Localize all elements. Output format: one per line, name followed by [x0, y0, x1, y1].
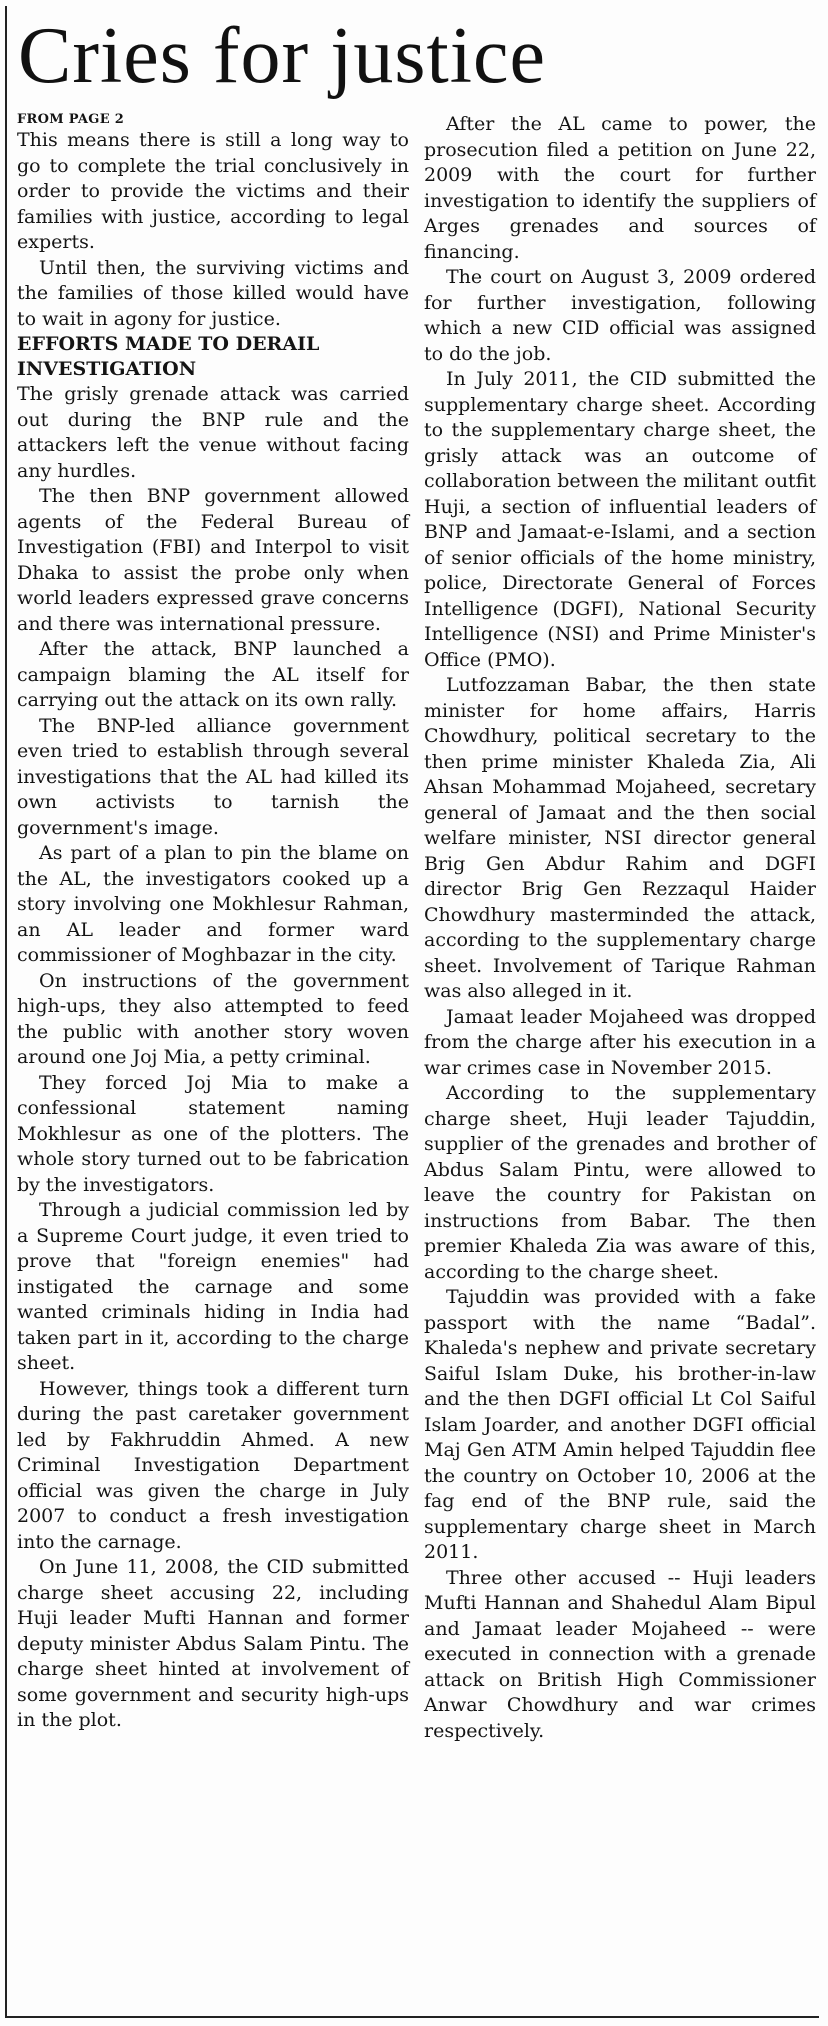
paragraph: After the attack, BNP launched a campaign blaming the AL itself for carrying out the attack on its own rally. — [17, 638, 409, 711]
headline: Cries for justice — [18, 12, 546, 100]
paragraph: Jamaat leader Mojaheed was dropped from the charge after his execution in a war crimes case in November 2015. — [424, 1005, 816, 1079]
paragraph: They forced Joj Mia to make a confessional statement naming Mokhlesur as one of the plotters. The whole story turned out to be fabrication by the investigators. — [17, 1071, 409, 1196]
paragraph: The BNP-led alliance government even tried to establish through several investigations that the AL had killed its own activists to tarnish the government's image. — [17, 714, 409, 839]
paragraph: However, things took a different turn during the past caretaker government led by Fakhruddin Ahmed. A new Criminal Investigation Department official was given the charge in July 2007 to conduct a fresh investigation into the carnage. — [17, 1377, 409, 1553]
paragraph: The then BNP government allowed agents of the Federal Bureau of Investigation (FBI) and Interpol to visit Dhaka to assist the probe only when world leaders expressed grave concerns and there was international pressure. — [17, 485, 409, 635]
continuation-label: FROM PAGE 2 — [17, 112, 125, 127]
paragraph: In July 2011, the CID submitted the supplementary charge sheet. According to the supplementary charge sheet, the grisly attack was an outcome of collaboration between the militant outfit Huji, a section of influential leaders of BNP and Jamaat-e-Islami, and a section of senior officials of the home ministry, police, Directorate General of Forces Intelligence (DGFI), National Security Intelligence (NSI) and Prime Minister's Office (PMO). — [424, 368, 816, 671]
paragraph: Tajuddin was provided with a fake passport with the name “Badal”. Khaleda's nephew and private secretary Saiful Islam Duke, his brother-in-law and the then DGFI official Lt Col Saiful Islam Joarder, and another DGFI official Maj Gen ATM Amin helped Tajuddin flee the country on October 10, 2006 at the fag end of the BNP rule, said the supplementary charge sheet in March 2011. — [424, 1286, 816, 1563]
paragraph: On instructions of the government high-ups, they also attempted to feed the public with another story woven around one Joj Mia, a petty criminal. — [17, 969, 409, 1068]
paragraph: The grisly grenade attack was carried out during the BNP rule and the attackers left the venue without facing any hurdles. — [17, 383, 409, 482]
left-column-rule — [5, 6, 7, 2018]
paragraph: Lutfozzaman Babar, the then state minister for home affairs, Harris Chowdhury, political secretary to the then prime minister Khaleda Zia, Ali Ahsan Mohammad Mojaheed, secretary general of Jamaat and the then social welfare minister, NSI director general Brig Gen Abdur Rahim and DGFI director Brig Gen Rezzaqul Haider Chowdhury masterminded the attack, according to the supplementary charge sheet. Involvement of Tarique Rahman was also alleged in it. — [424, 674, 816, 1002]
paragraph: As part of a plan to pin the blame on the AL, the investigators cooked up a story involving one Mokhlesur Rahman, an AL leader and former ward commissioner of Moghbazar in the city. — [17, 842, 409, 966]
article-column-left — [17, 112, 409, 1734]
paragraph: Through a judicial commission led by a Supreme Court judge, it even tried to prove that "foreign enemies" had instigated the carnage and some wanted criminals hiding in India had taken part in it, according to the charge sheet. — [17, 1199, 409, 1374]
paragraph: This means there is still a long way to go to complete the trial conclusively in order to provide the victims and their families with justice, according to legal experts. — [17, 129, 409, 253]
paragraph: The court on August 3, 2009 ordered for further investigation, following which a new CID official was assigned to do the job. — [424, 266, 816, 365]
paragraph: After the AL came to power, the prosecution filed a petition on June 22, 2009 with the court for further investigation to identify the suppliers of Arges grenades and sources of financing. — [424, 113, 816, 263]
paragraph: On June 11, 2008, the CID submitted charge sheet accusing 22, including Huji leader Mufti Hannan and former deputy minister Abdus Salam Pintu. The charge sheet hinted at involvement of some government and security high-ups in the plot. — [17, 1556, 409, 1731]
paragraph: Three other accused -- Huji leaders Mufti Hannan and Shahedul Alam Bipul and Jamaat leader Mojaheed -- were executed in connection with a grenade attack on British High Commissioner Anwar Chowdhury and war crimes respectively. — [424, 1566, 816, 1742]
paragraph: Until then, the surviving victims and the families of those killed would have to wait in agony for justice. — [17, 256, 409, 330]
article-column-right — [424, 112, 816, 1744]
section-subhead: EFFORTS MADE TO DERAIL INVESTIGATION — [17, 333, 320, 380]
bottom-rule — [5, 2016, 819, 2018]
paragraph: According to the supplementary charge sheet, Huji leader Tajuddin, supplier of the grenades and brother of Abdus Salam Pintu, were allowed to leave the country for Pakistan on instructions from Babar. The then premier Khaleda Zia was aware of this, according to the charge sheet. — [424, 1082, 816, 1283]
